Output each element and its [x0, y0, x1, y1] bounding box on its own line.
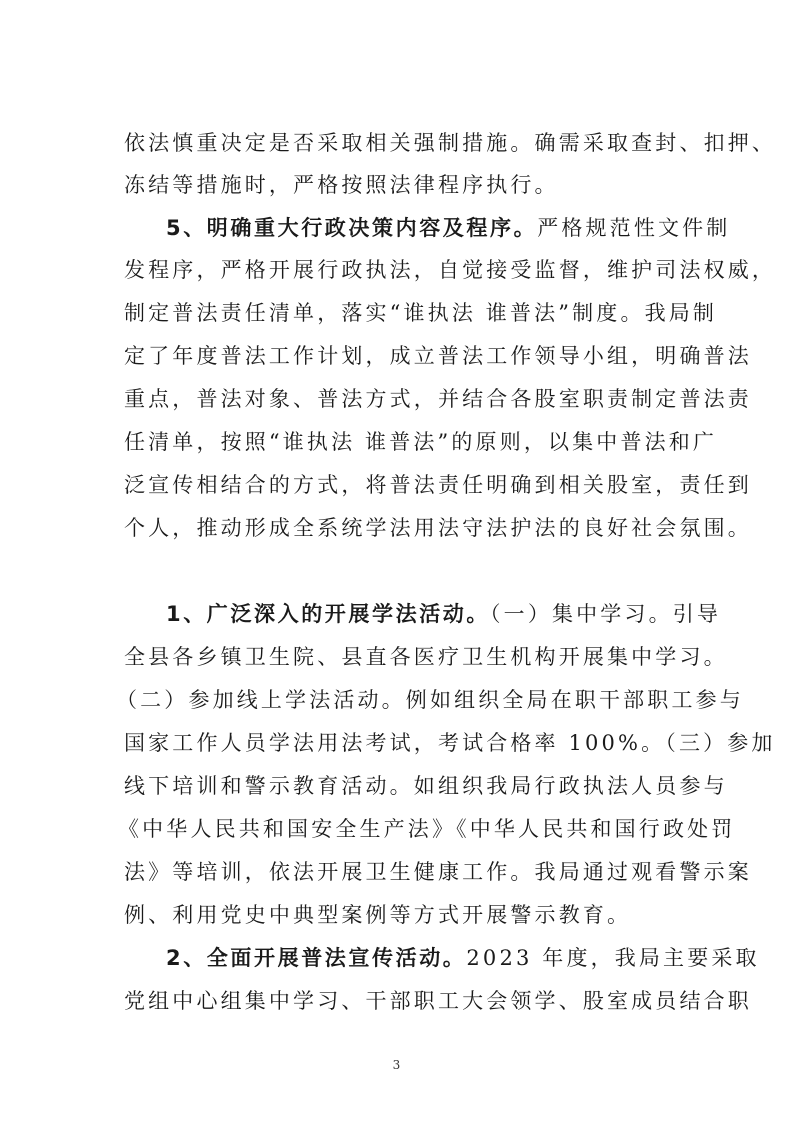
section-heading-inline: 5、明确重大行政决策内容及程序。: [166, 216, 538, 240]
paragraph-text: （一）集中学习。引导: [490, 602, 722, 626]
paragraph-line: 国家工作人员学法用法考试，考试合格率 100%。（三）参加: [124, 731, 776, 755]
section-heading-inline: 1、广泛深入的开展学法活动。: [166, 602, 491, 626]
paragraph-text: 严格规范性文件制: [537, 216, 731, 240]
paragraph-line: 发程序，严格开展行政执法，自觉接受监督，维护司法权威，: [124, 258, 777, 282]
paragraph-line: 冻结等措施时，严格按照法律程序执行。: [124, 173, 559, 197]
paragraph-line: 任清单，按照“谁执法 谁普法”的原则，以集中普法和广: [124, 430, 718, 454]
paragraph-line: [166, 943, 760, 973]
paragraph-line: 党组中心组集中学习、干部职工大会领学、股室成员结合职: [124, 989, 752, 1013]
paragraph-line: 制定普法责任清单，落实“谁执法 谁普法”制度。我局制: [124, 301, 718, 325]
paragraph-line: 法》等培训，依法开展卫生健康工作。我局通过观看警示案: [124, 860, 752, 884]
paragraph-line: 例、利用党史中典型案例等方式开展警示教育。: [124, 903, 632, 927]
paragraph-line: [166, 599, 721, 629]
paragraph-line: 泛宣传相结合的方式，将普法责任明确到相关股室，责任到: [124, 473, 752, 497]
paragraph-line: 《中华人民共和国安全生产法》《中华人民共和国行政处罚: [118, 817, 736, 841]
paragraph-text: 2023 年度，我局主要采取: [466, 946, 760, 970]
paragraph-line: 依法慎重决定是否采取相关强制措施。确需采取查封、扣押、: [124, 131, 777, 155]
paragraph-line: 线下培训和警示教育活动。如组织我局行政执法人员参与: [124, 774, 728, 798]
section-heading-inline: 2、全面开展普法宣传活动。: [166, 946, 467, 970]
paragraph-line: 全县各乡镇卫生院、县直各医疗卫生机构开展集中学习。: [124, 645, 728, 669]
paragraph-line: （二）参加线上学法活动。例如组织全局在职干部职工参与: [116, 688, 744, 712]
paragraph-line: 个人，推动形成全系统学法用法守法护法的良好社会氛围。: [124, 516, 752, 540]
paragraph-line: 重点，普法对象、普法方式，并结合各股室职责制定普法责: [124, 387, 752, 411]
paragraph-line: [166, 213, 730, 243]
page-number: 3: [392, 1058, 401, 1072]
paragraph-line: 定了年度普法工作计划，成立普法工作领导小组，明确普法: [124, 344, 752, 368]
